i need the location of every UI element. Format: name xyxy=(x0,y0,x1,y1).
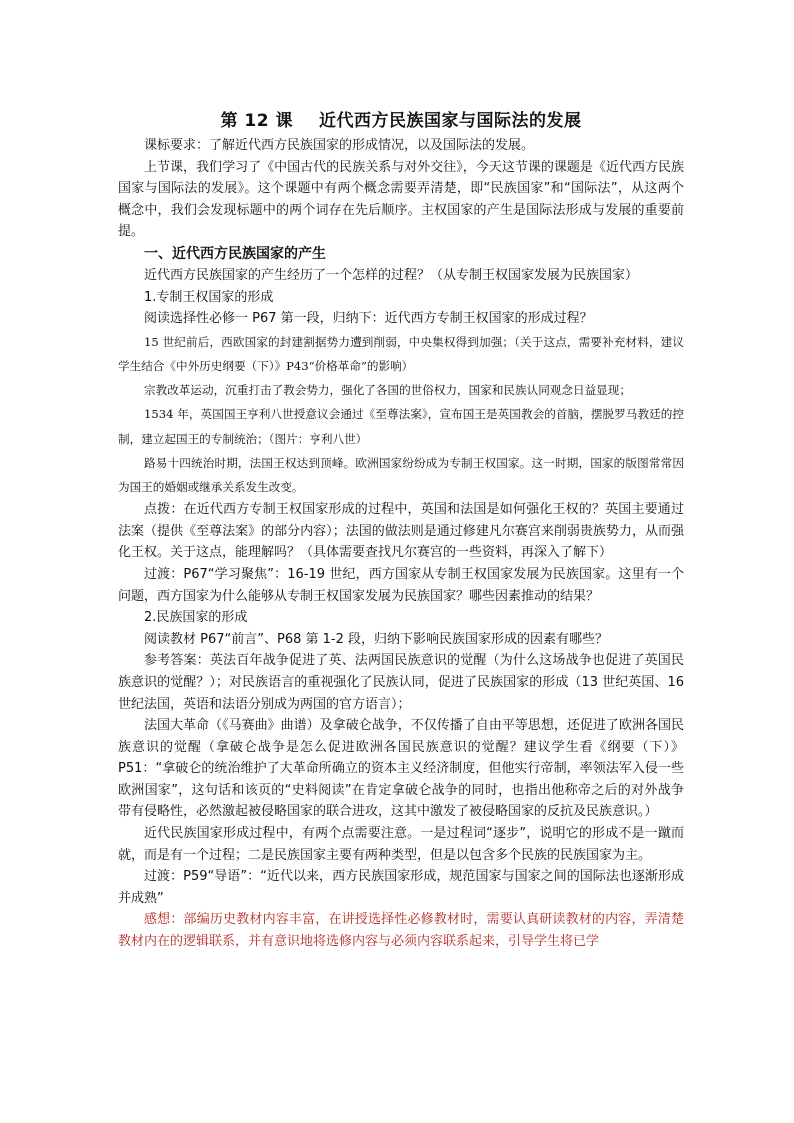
subheading-1: 1.专制王权国家的形成 xyxy=(144,289,274,305)
section-heading-1: 一、近代西方民族国家的产生 xyxy=(144,245,326,262)
reading-task-1: 阅读选择性必修一 P67 第一段，归纳下：近代西方专制王权国家的形成过程？ xyxy=(144,311,593,327)
lesson-title xyxy=(118,106,684,131)
document-page xyxy=(118,100,684,953)
notes-paragraph: 近代民族国家形成过程中，有两个点需要注意。一是过程词“逐步”，说明它的形成不是一蹴而就，而是有一个过程；二是民族国家主要有两种类型，但是以包含多个民族的民族国家为主。 xyxy=(118,826,684,863)
lesson-number: 第 12 课 xyxy=(220,111,293,131)
transition-paragraph-2: 过渡：P59“导语”：“近代以来，西方民族国家形成，规范国家与国家之间的国际法也逐渐形成并成熟” xyxy=(118,869,684,906)
guidance-paragraph: 点拨：在近代西方专制王权国家形成的过程中，英国和法国是如何强化王权的？英国主要通过法案（提供《至尊法案》的部分内容）；法国的做法则是通过修建凡尔赛宫来削弱贵族势力，从而强化王权。关于这点，能理解吗？（具体需要查找凡尔赛宫的一些资料，再深入了解下） xyxy=(118,502,684,561)
curriculum-requirement: 课标要求：了解近代西方民族国家的形成情况，以及国际法的发展。 xyxy=(144,138,535,153)
question-paragraph: 近代西方民族国家的产生经历了一个怎样的过程？（从专制王权国家发展为民族国家） xyxy=(144,267,639,283)
lesson-name: 近代西方民族国家与国际法的发展 xyxy=(319,111,582,131)
reflection-paragraph: 感想：部编历史教材内容丰富，在讲授选择性必修教材时，需要认真研读教材的内容，弄清楚教材内在的逻辑联系，并有意识地将选修内容与必须内容联系起来，引导学生将已学 xyxy=(118,912,684,950)
subheading-2: 2.民族国家的形成 xyxy=(144,610,248,626)
intro-paragraph: 上节课，我们学习了《中国古代的民族关系与对外交往》，今天这节课的课题是《近代西方民族国家与国际法的发展》。这个课题中有两个概念需要弄清楚，即“民族国家”和“国际法”，从这两个概念中，我们会发现标题中的两个词存在先后顺序。主权国家的产生是国际法形成与发展的重要前提。 xyxy=(118,159,684,240)
point-15th-century: 15 世纪前后，西欧国家的封建割据势力遭到削弱，中央集权得到加强；（关于这点，需要补充材料，建议学生结合《中外历史纲要（下）》P43“价格革命”的影响） xyxy=(118,334,684,373)
point-reformation: 宗教改革运动，沉重打击了教会势力，强化了各国的世俗权力，国家和民族认同观念日益显现； xyxy=(144,383,631,398)
reading-task-2: 阅读教材 P67“前言”、P68 第 1-2 段，归纳下影响民族国家形成的因素有哪些？ xyxy=(144,631,608,647)
reference-answer: 参考答案：英法百年战争促进了英、法两国民族意识的觉醒（为什么这场战争也促进了英国民族意识的觉醒？）；对民族语言的重视强化了民族认同，促进了民族国家的形成（13 世纪英国、16 世纪法国，英语和法语分别成为两国的官方语言）； xyxy=(118,653,684,712)
point-louis-xiv: 路易十四统治时期，法国王权达到顶峰。欧洲国家纷纷成为专制王权国家。这一时期，国家的版图常常因为国王的婚姻或继承关系发生改变。 xyxy=(118,455,684,494)
point-1534: 1534 年，英国国王亨利八世授意议会通过《至尊法案》，宣布国王是英国教会的首脑，摆脱罗马教廷的控制，建立起国王的专制统治；（图片：亨利八世） xyxy=(118,407,684,446)
transition-paragraph-1: 过渡：P67“学习聚焦”：16-19 世纪，西方国家从专制王权国家发展为民族国家。这里有一个问题，西方国家为什么能够从专制王权国家发展为民族国家？哪些因素推动的结果？ xyxy=(118,566,684,604)
french-revolution-paragraph: 法国大革命（《马赛曲》曲谱）及拿破仑战争，不仅传播了自由平等思想，还促进了欧洲各国民族意识的觉醒（拿破仑战争是怎么促进欧洲各国民族意识的觉醒？建议学生看《纲要（下）》P51：“拿破仑的统治维护了大革命所确立的资本主义经济制度，但他实行帝制，率领法军入侵一些欧洲国家”，这句话和该页的“史料阅读”在肯定拿破仑战争的同时，也指出他称帝之后的对外战争带有侵略性，必然激起被侵略国家的联合进攻，这其中激发了被侵略国家的反抗及民族意识。） xyxy=(118,718,684,820)
